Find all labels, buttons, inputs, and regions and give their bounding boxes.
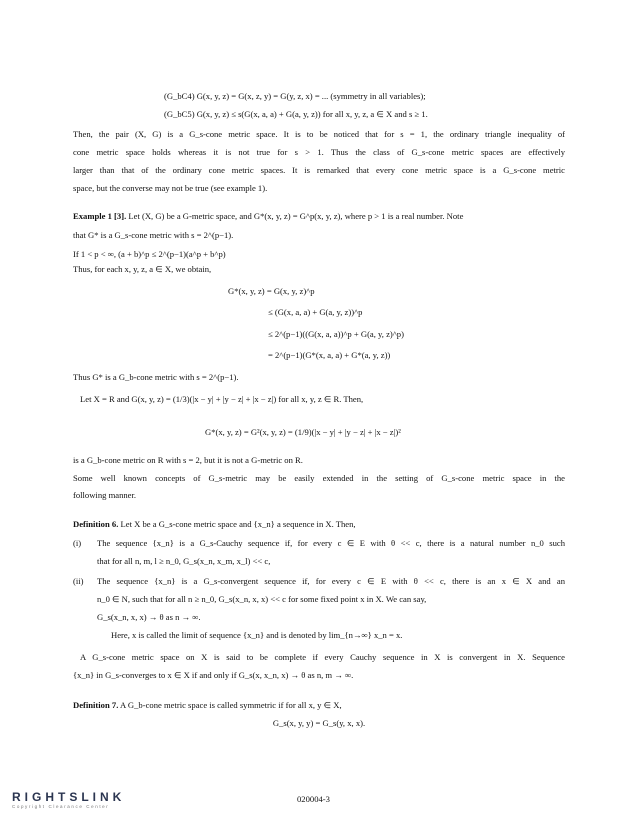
paragraph-line: space, but the converse may not be true (see example 1). bbox=[73, 183, 268, 193]
paragraph-line: cone metric space holds whereas it is not true for s > 1. Thus the class of G_s-cone metric spaces are effectively bbox=[73, 147, 565, 157]
example-1-heading: Example 1 [3]. bbox=[73, 211, 127, 221]
example-1-result: is a G_b-cone metric on R with s = 2, but it is not a G-metric on R. bbox=[73, 455, 303, 465]
derivation-line: ≤ (G(x, a, a) + G(a, y, z))^p bbox=[268, 307, 363, 317]
paragraph-line: larger than that of the ordinary cone metric spaces. It is remarked that every cone metric space is a G_s-cone metric bbox=[73, 165, 565, 175]
example-1-line: Thus, for each x, y, z, a ∈ X, we obtain, bbox=[73, 264, 212, 274]
definition-6-first-line bbox=[73, 519, 565, 530]
paragraph-line: following manner. bbox=[73, 490, 137, 500]
complete-definition-line: {x_n} in G_s-converges to x ∈ X if and only if G_s(x, x_n, x) → θ as n, m → ∞. bbox=[73, 670, 354, 680]
definition-6-item-line: n_0 ∈ N, such that for all n ≥ n_0, G_s(x_n, x, x) << c for some fixed point x in X. We can say, bbox=[97, 594, 427, 604]
axiom-gbc5: (G_bC5) G(x, y, z) ≤ s(G(x, a, a) + G(a, y, z)) for all x, y, z, a ∈ X and s ≥ 1. bbox=[164, 109, 428, 119]
paragraph-line: Then, the pair (X, G) is a G_s-cone metric space. It is to be noticed that for s = 1, the ordinary triangle inequality of bbox=[73, 129, 565, 139]
example-1-let-line: Let X = R and G(x, y, z) = (1/3)(|x − y| + |y − z| + |x − z|) for all x, y, z ∈ R. Then, bbox=[80, 394, 364, 404]
example-1-line: If 1 < p < ∞, (a + b)^p ≤ 2^(p−1)(a^p + b^p) bbox=[73, 249, 226, 259]
page-number: 020004-3 bbox=[297, 794, 330, 804]
example-1-first-line bbox=[73, 211, 565, 222]
definition-6-item-line: that for all n, m, l ≥ n_0, G_s(x_n, x_m, x_l) << c, bbox=[97, 556, 271, 566]
rightslink-logo bbox=[12, 789, 126, 809]
definition-6-item-line: The sequence {x_n} is a G_s-Cauchy sequence if, for every c ∈ E with θ << c, there is a natural number n_0 such bbox=[97, 538, 565, 548]
derivation-line: ≤ 2^(p−1)((G(x, a, a))^p + G(a, y, z)^p) bbox=[268, 329, 404, 339]
definition-7-formula: G_s(x, y, y) = G_s(y, x, x). bbox=[272, 718, 366, 728]
axiom-gbc4: (G_bC4) G(x, y, z) = G(x, z, y) = G(y, z, x) = ... (symmetry in all variables); bbox=[164, 91, 426, 101]
definition-7-first-line bbox=[73, 700, 565, 711]
definition-7-text: A G_b-cone metric space is called symmetric if for all x, y ∈ X, bbox=[120, 700, 342, 710]
item-label: (i) bbox=[73, 538, 82, 548]
logo-subtitle: Copyright Clearance Center bbox=[12, 804, 110, 809]
example-1-line: that G* is a G_s-cone metric with s = 2^(p−1). bbox=[73, 230, 234, 240]
logo-wordmark: RIGHTSLINK bbox=[12, 790, 126, 804]
derivation-line: = 2^(p−1)(G*(x, a, a) + G*(a, y, z)) bbox=[268, 350, 391, 360]
derivation-line: G*(x, y, z) = G(x, y, z)^p bbox=[228, 286, 315, 296]
definition-6-item-line: Here, x is called the limit of sequence {x_n} and is denoted by lim_{n→∞} x_n = x. bbox=[111, 630, 403, 640]
complete-definition-line: A G_s-cone metric space on X is said to be complete if every Cauchy sequence in X is convergent in X. Sequence bbox=[80, 652, 565, 662]
definition-6-item-line: G_s(x_n, x, x) → θ as n → ∞. bbox=[97, 612, 201, 622]
example-1-gstar-line: G*(x, y, z) = G²(x, y, z) = (1/9)(|x − y| + |y − z| + |x − z|)² bbox=[205, 427, 401, 437]
definition-6-intro: Let X be a G_s-cone metric space and {x_n} a sequence in X. Then, bbox=[120, 519, 356, 529]
paragraph-line: Some well known concepts of G_s-metric may be easily extended in the setting of G_s-cone metric space in the bbox=[73, 473, 565, 483]
definition-6-item-line: The sequence {x_n} is a G_s-convergent sequence if, for every c ∈ E with θ << c, there is an x ∈ X and an bbox=[97, 576, 565, 586]
item-label: (ii) bbox=[73, 576, 84, 586]
definition-6-heading: Definition 6. bbox=[73, 519, 119, 529]
example-1-conclusion: Thus G* is a G_b-cone metric with s = 2^(p−1). bbox=[73, 372, 239, 382]
example-1-text: Let (X, G) be a G-metric space, and G*(x, y, z) = G^p(x, y, z), where p > 1 is a real number. Note bbox=[128, 211, 464, 221]
definition-7-heading: Definition 7. bbox=[73, 700, 119, 710]
